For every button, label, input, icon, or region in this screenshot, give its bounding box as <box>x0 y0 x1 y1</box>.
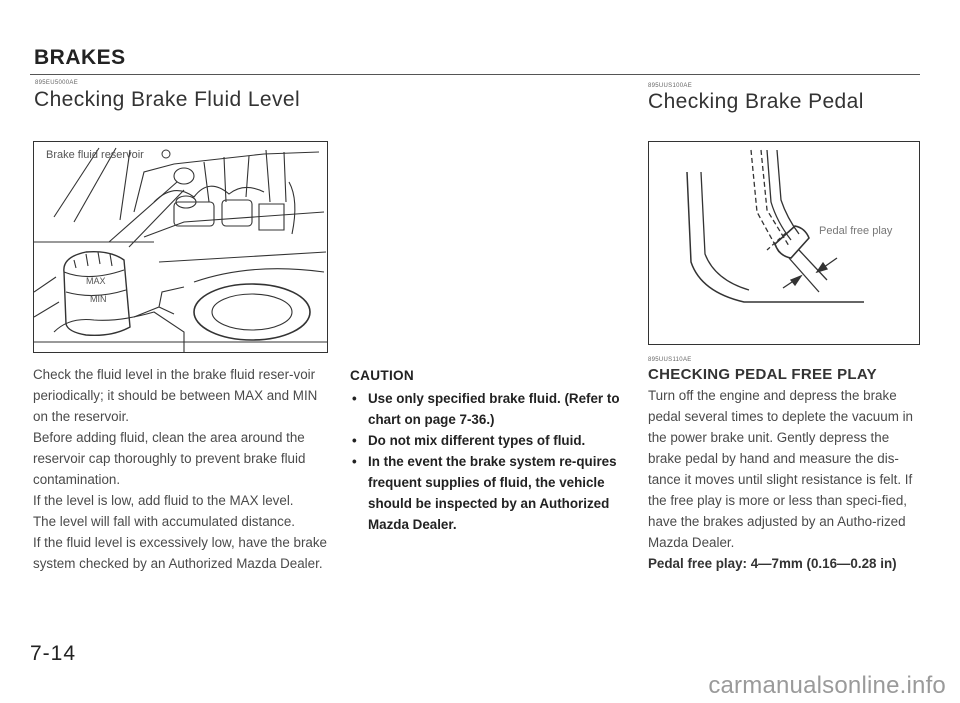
brake-pedal-figure <box>648 141 920 345</box>
right-subsection-code: 895UUS110AE <box>648 357 692 363</box>
right-section-title: Checking Brake Pedal <box>648 90 864 113</box>
page-number: 7-14 <box>30 642 77 665</box>
pedal-free-play-spec: Pedal free play: 4—7mm (0.16—0.28 in) <box>648 556 897 571</box>
header-rule <box>30 74 920 75</box>
brake-fluid-reservoir-illustration <box>34 142 327 352</box>
right-section-code: 895UUS100AE <box>648 83 692 89</box>
left-paragraph-4: The level will fall with accumulated distance. <box>33 514 295 529</box>
caution-item: • In the event the brake system re-quires frequent supplies of fluid, the vehicle should be inspected by an Authorized Mazda Dealer. <box>350 451 628 535</box>
watermark: carmanualsonline.info <box>708 672 946 699</box>
figure-label-max: MAX <box>86 276 106 286</box>
figure-label-pedal-free-play: Pedal free play <box>819 225 893 237</box>
left-paragraph-3: If the level is low, add fluid to the MAX level. <box>33 493 294 508</box>
left-paragraph-1: Check the fluid level in the brake fluid reser-voir periodically; it should be between MAX and MIN on the reservoir. <box>33 367 318 424</box>
right-subsection-title: CHECKING PEDAL FREE PLAY <box>648 366 877 383</box>
left-section-title: Checking Brake Fluid Level <box>34 88 301 111</box>
left-body <box>33 364 329 574</box>
right-paragraph: Turn off the engine and depress the brake pedal several times to deplete the vacuum in the power brake unit. Gently depress the brake pedal by hand and measure the dis-tance it moves until slight resistance is felt. If the free play is more or less than speci-fied, have the brakes adjusted by an Autho-rized Mazda Dealer. <box>648 388 913 550</box>
brake-pedal-illustration <box>649 142 919 344</box>
figure-label-min: MIN <box>90 294 107 304</box>
section-title: BRAKES <box>34 46 126 69</box>
brake-fluid-reservoir-figure <box>33 141 328 353</box>
caution-item: • Do not mix different types of fluid. <box>350 430 628 451</box>
figure-label-reservoir: Brake fluid reservoir <box>46 149 144 161</box>
caution-list <box>350 388 628 535</box>
caution-title: CAUTION <box>350 368 415 383</box>
left-paragraph-5: If the fluid level is excessively low, have the brake system checked by an Authorized Mazda Dealer. <box>33 535 327 571</box>
left-section-code: 895EU5000AE <box>35 80 78 86</box>
left-paragraph-2: Before adding fluid, clean the area around the reservoir cap thoroughly to prevent brake fluid contamination. <box>33 430 306 487</box>
caution-item: • Use only specified brake fluid. (Refer to chart on page 7-36.) <box>350 388 628 430</box>
